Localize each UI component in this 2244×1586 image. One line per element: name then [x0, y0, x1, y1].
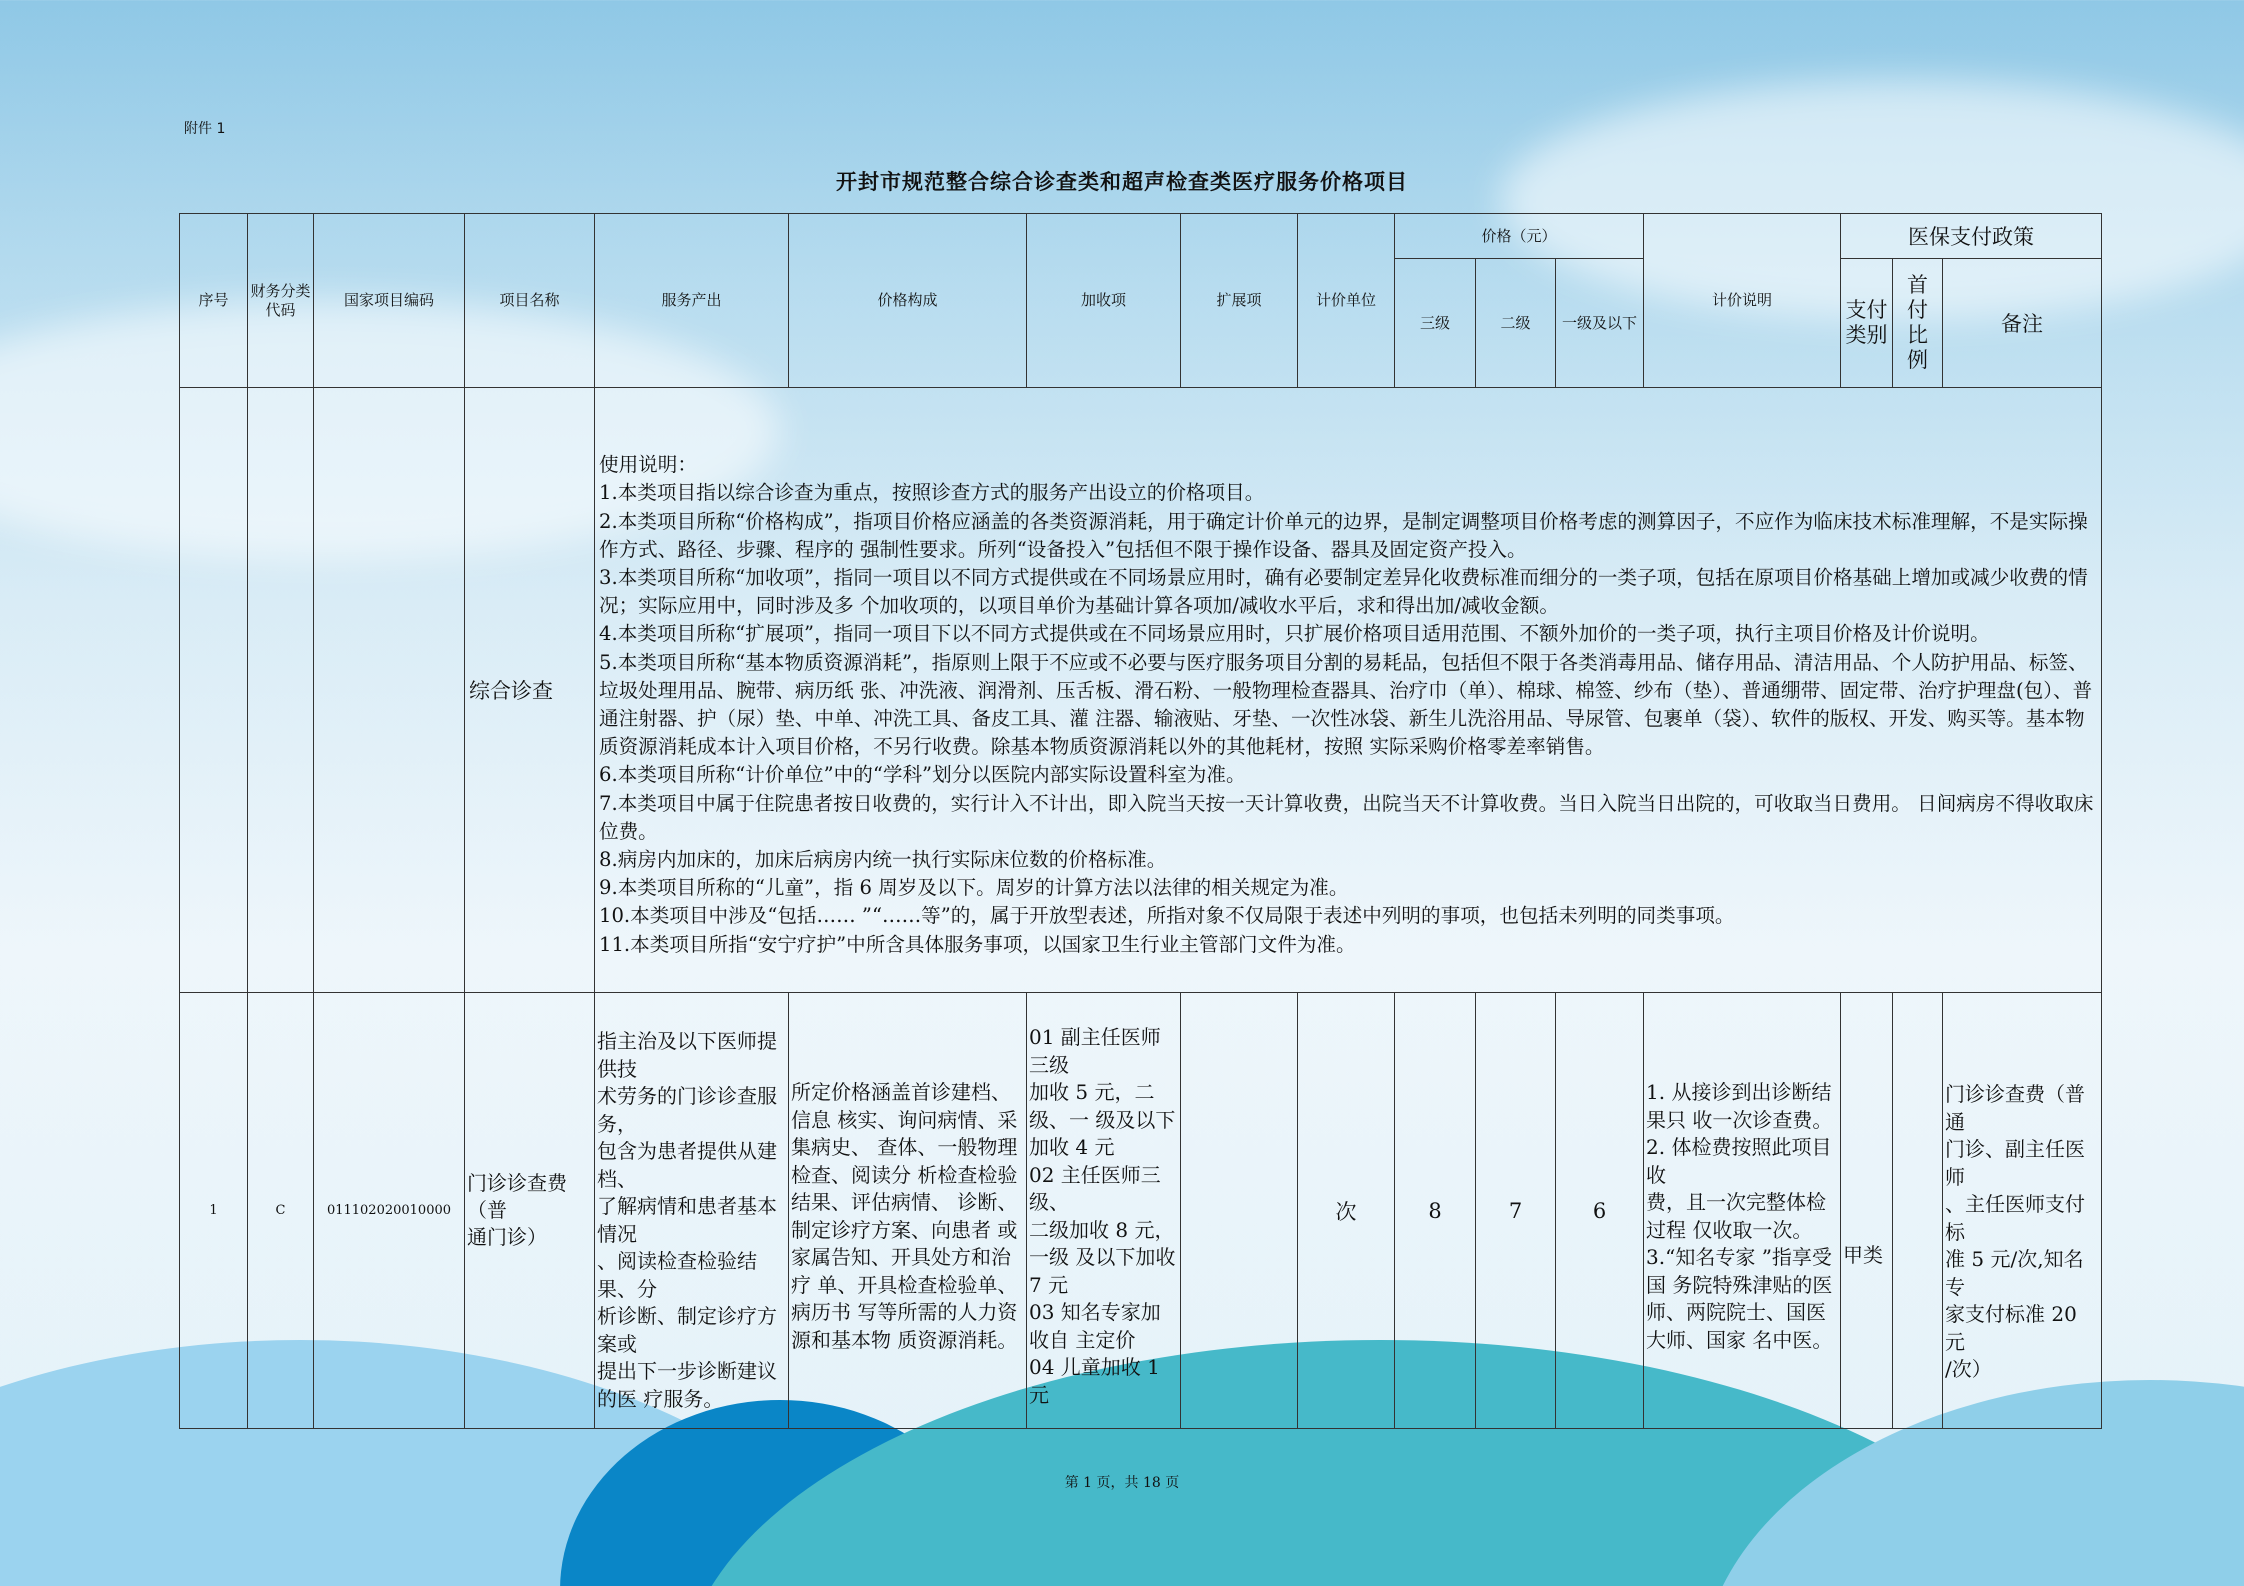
usage-note-line: 2.本类项目所称“价格构成”，指项目价格应涵盖的各类资源消耗，用于确定计价单元的边界，是制定调整项目价格考虑的测算因子，不应作为临床技术标准理解，不是实际操作方式、路径、步骤、程序的 强制性要求。所列“设备投入”包括但不限于操作设备、器具及固定资产投入。 [599, 509, 2088, 561]
header-price-composition: 价格构成 [789, 214, 1027, 388]
table-row [180, 993, 2102, 1429]
row-seq: 1 [180, 993, 248, 1429]
page-number: 第 1 页，共 18 页 [1064, 1475, 1180, 1491]
row-pricing-note: 1. 从接诊到出诊断结果只 收一次诊查费。 2. 体检费按照此项目收 费，且一次完整体检过程 仅收取一次。 3.“知名专家 ”指享受国 务院特殊津贴的医师、两院院士、国医大师、国家 名中医。 [1644, 993, 1841, 1429]
row-extension [1181, 993, 1298, 1429]
usage-note-line: 8.病房内加床的，加床后病房内统一执行实际床位数的价格标准。 [599, 848, 1167, 872]
section-code-cell [248, 388, 314, 993]
row-item-name: 门诊诊查费（普 通门诊） [465, 993, 595, 1429]
section-national-cell [314, 388, 465, 993]
attachment-label: 附件 1 [184, 121, 226, 137]
row-finance-code: C [248, 993, 314, 1429]
row-surcharge: 01 副主任医师三级 加收 5 元，二级、一 级及以下加收 4 元 02 主任医师三级、 二级加收 8 元，一级 及以下加收 7 元 03 知名专家加收自 主定价 04 儿童加收 1 元 [1027, 993, 1181, 1429]
usage-note-line: 4.本类项目所称“扩展项”，指同一项目下以不同方式提供或在不同场景应用时，只扩展价格项目适用范围、不额外加价的一类子项，执行主项目价格及计价说明。 [599, 622, 1990, 646]
usage-note-line: 11.本类项目所指“安宁疗护”中所含具体服务事项，以国家卫生行业主管部门文件为准。 [599, 932, 1356, 956]
row-remarks: 门诊诊查费（普通 门诊、副主任医师 、主任医师支付标 准 5 元/次,知名专 家支付标准 20 元 /次） [1943, 993, 2102, 1429]
usage-note-line: 使用说明： [599, 453, 697, 477]
section-seq-cell [180, 388, 248, 993]
header-national-code: 国家项目编码 [314, 214, 465, 388]
row-price-composition: 所定价格涵盖首诊建档、信息 核实、询问病情、采集病史、 查体、一般物理检查、阅读分 析检查检验结果、评估病情、 诊断、制定诊疗方案、向患者 或家属告知、开具处方和治疗 单、开具检查检验单、病历书 写等所需的人力资源和基本物 质资源消耗。 [789, 993, 1027, 1429]
usage-note-line: 5.本类项目所称“基本物质资源消耗”，指原则上限于不应或不必要与医疗服务项目分割的易耗品，包括但不限于各类消毒用品、储存用品、清洁用品、个人防护用品、标签、垃圾处理用品、腕带、病历纸 张、冲洗液、润滑剂、压舌板、滑石粉、一般物理检查器具、治疗巾（单）、棉球、棉签、纱布（垫）、普通绷带、固定带、治疗护理盘(包）、普通注射器、护（尿）垫、中单、冲洗工具、备皮工具、灌 注器、输液贴、牙垫、一次性冰袋、新生儿洗浴用品、导尿管、包裹单（袋）、软件的版权、开发、购买等。基本物质资源消耗成本计入项目价格，不另行收费。除基本物质资源消耗以外的其他耗材，按照 实际采购价格零差率销售。 [599, 650, 2093, 759]
row-price-level3: 8 [1395, 993, 1476, 1429]
row-price-level1: 6 [1556, 993, 1644, 1429]
header-price-group: 价格（元） [1395, 214, 1644, 259]
row-national-code: 011102020010000 [314, 993, 465, 1429]
document-title: 开封市规范整合综合诊查类和超声检查类医疗服务价格项目 [836, 170, 1408, 194]
usage-notes [595, 388, 2102, 993]
usage-note-line: 1.本类项目指以综合诊查为重点，按照诊查方式的服务产出设立的价格项目。 [599, 481, 1265, 505]
header-price-level1: 一级及以下 [1556, 259, 1644, 388]
header-remarks: 备注 [1943, 259, 2102, 388]
header-seq: 序号 [180, 214, 248, 388]
usage-note-line: 3.本类项目所称“加收项”，指同一项目以不同方式提供或在不同场景应用时，确有必要制定差异化收费标准而细分的一类子项，包括在原项目价格基础上增加或减少收费的情况；实际应用中，同时涉及多 个加收项的，以项目单价为基础计算各项加/减收水平后，求和得出加/减收金额。 [599, 565, 2088, 618]
header-first-ratio: 首付比例 [1893, 259, 1943, 388]
header-unit: 计价单位 [1298, 214, 1395, 388]
header-price-level3: 三级 [1395, 259, 1476, 388]
header-insurance-policy: 医保支付政策 [1841, 214, 2102, 259]
usage-note-line: 9.本类项目所称的“儿童”，指 6 周岁及以下。周岁的计算方法以法律的相关规定为准。 [599, 876, 1349, 900]
usage-note-line: 7.本类项目中属于住院患者按日收费的，实行计入不计出，即入院当天按一天计算收费，出院当天不计算收费。当日入院当日出院的，可收取当日费用。 日间病房不得收取床位费。 [599, 791, 2094, 843]
row-service-output: 指主治及以下医师提供技 术劳务的门诊诊查服务， 包含为患者提供从建档、 了解病情和患者基本情况 、阅读检查检验结果、分 析诊断、制定诊疗方案或 提出下一步诊断建议的医 疗服务。 [595, 993, 789, 1429]
section-name: 综合诊查 [465, 388, 595, 993]
header-service-output: 服务产出 [595, 214, 789, 388]
row-price-level2: 7 [1476, 993, 1556, 1429]
row-unit: 次 [1298, 993, 1395, 1429]
header-extension: 扩展项 [1181, 214, 1298, 388]
header-finance-code: 财务分类代码 [248, 214, 314, 388]
usage-note-line: 6.本类项目所称“计价单位”中的“学科”划分以医院内部实际设置科室为准。 [599, 763, 1246, 787]
row-pay-type: 甲类 [1841, 993, 1893, 1429]
header-pay-type: 支付类别 [1841, 259, 1893, 388]
price-table [179, 213, 2102, 1429]
header-surcharge: 加收项 [1027, 214, 1181, 388]
header-item-name: 项目名称 [465, 214, 595, 388]
usage-note-line: 10.本类项目中涉及“包括…… ”“……等”的，属于开放型表述，所指对象不仅局限于表述中列明的事项，也包括未列明的同类事项。 [599, 904, 1735, 928]
row-first-ratio [1893, 993, 1943, 1429]
header-price-level2: 二级 [1476, 259, 1556, 388]
header-pricing-note: 计价说明 [1644, 214, 1841, 388]
